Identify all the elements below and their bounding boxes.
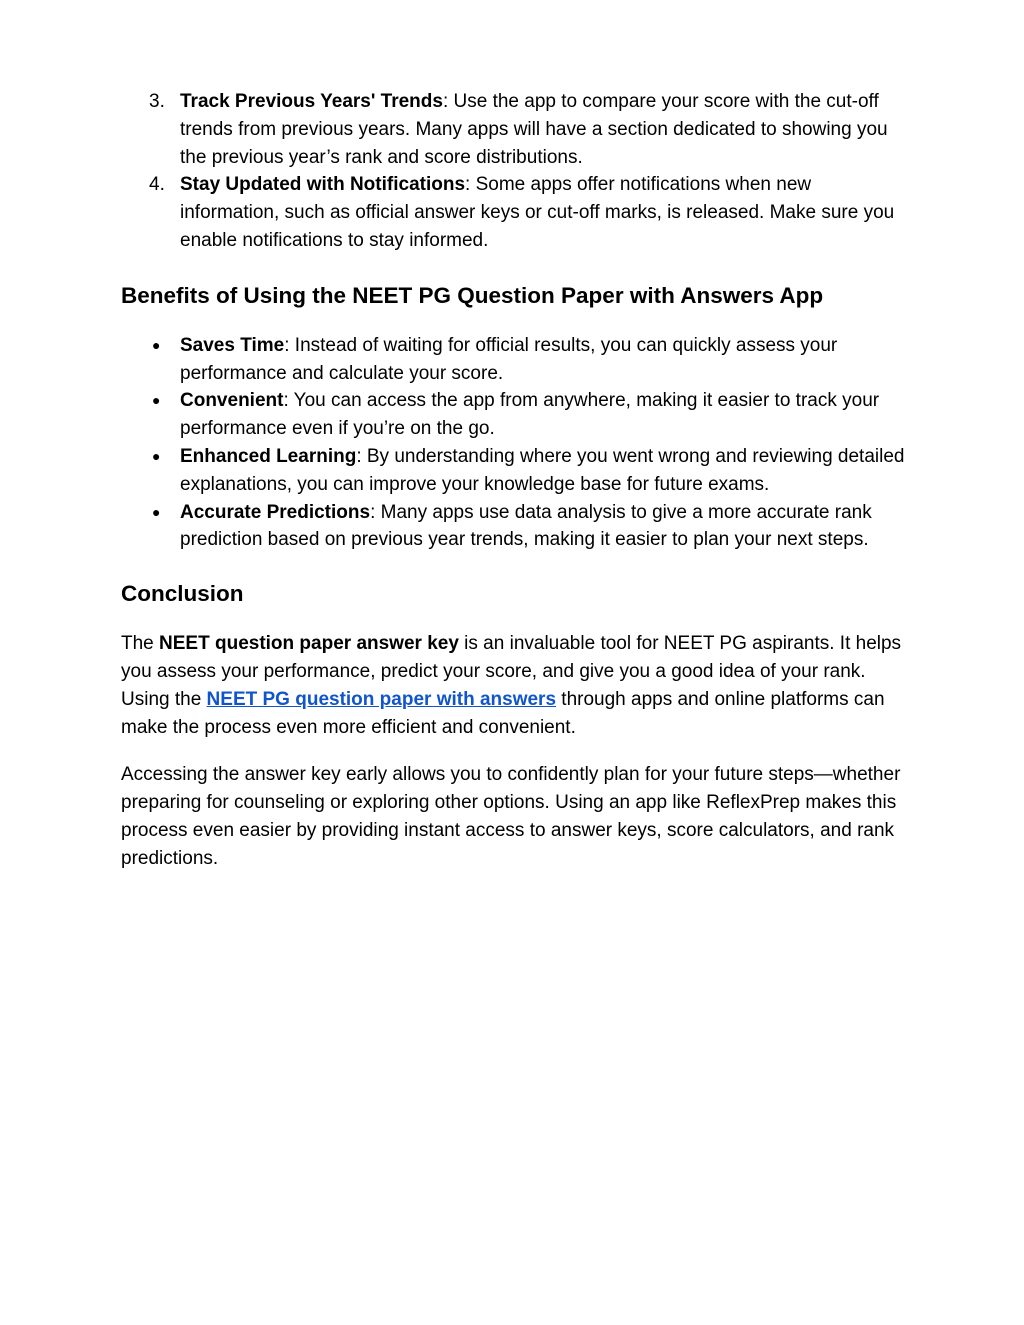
benefits-heading: Benefits of Using the NEET PG Question Paper with Answers App	[121, 282, 824, 308]
bullet-icon: ●	[152, 336, 161, 353]
item-title: Track Previous Years' Trends	[180, 91, 443, 112]
list-item	[121, 332, 911, 388]
steps-list	[121, 88, 911, 255]
paragraph-text: through apps and online platforms can make the process even more efficient and convenient.	[121, 688, 885, 738]
paragraph-text: is an invaluable tool for NEET PG aspirants. It helps you assess your performance, predict your score, and give you a good idea of your rank. Using the	[121, 633, 902, 710]
benefits-list	[121, 332, 911, 554]
list-number: 4.	[149, 174, 165, 196]
paragraph-text: The	[121, 633, 160, 655]
item-title: Stay Updated with Notifications	[180, 174, 466, 196]
item-title: Enhanced Learning	[180, 445, 357, 467]
item-text: : By understanding where you went wrong and reviewing detailed explanations, you can improve your knowledge base for future exams.	[180, 445, 905, 495]
bold-phrase: NEET question paper answer key	[159, 633, 459, 655]
bullet-icon: ●	[152, 503, 161, 520]
bullet-icon: ●	[152, 447, 161, 464]
closing-paragraph: Accessing the answer key early allows you to confidently plan for your future steps—whether preparing for counseling or exploring other options. Using an app like ReflexPrep makes this process even easier by providing instant access to answer keys, score calculators, and rank predictions.	[121, 764, 901, 869]
list-item	[121, 443, 911, 499]
item-text: : You can access the app from anywhere, making it easier to track your performance even if you’re on the go.	[180, 390, 880, 440]
conclusion-paragraph	[121, 630, 911, 741]
conclusion-heading: Conclusion	[121, 581, 244, 607]
item-title: Saves Time	[180, 334, 285, 356]
item-text: : Some apps offer notifications when new information, such as official answer keys or cut-off marks, is released. Make sure you enable notifications to stay informed.	[180, 174, 895, 251]
item-text: : Use the app to compare your score with the cut-off trends from previous years. Many apps will have a section dedicated to showing you the previous year’s rank and score distributions.	[180, 91, 888, 168]
list-item	[121, 499, 911, 555]
list-number: 3.	[149, 91, 165, 112]
neet-pg-question-paper-link[interactable]: NEET PG question paper with answers	[206, 688, 557, 710]
document-content	[121, 88, 911, 873]
list-item	[121, 387, 911, 443]
list-item	[121, 88, 911, 171]
item-title: Convenient	[180, 390, 284, 412]
list-item	[121, 171, 911, 254]
item-text: : Many apps use data analysis to give a more accurate rank prediction based on previous year trends, making it easier to plan your next steps.	[180, 501, 872, 551]
item-title: Accurate Predictions	[180, 501, 371, 523]
item-text: : Instead of waiting for official results, you can quickly assess your performance and calculate your score.	[180, 334, 838, 384]
bullet-icon: ●	[152, 392, 161, 409]
